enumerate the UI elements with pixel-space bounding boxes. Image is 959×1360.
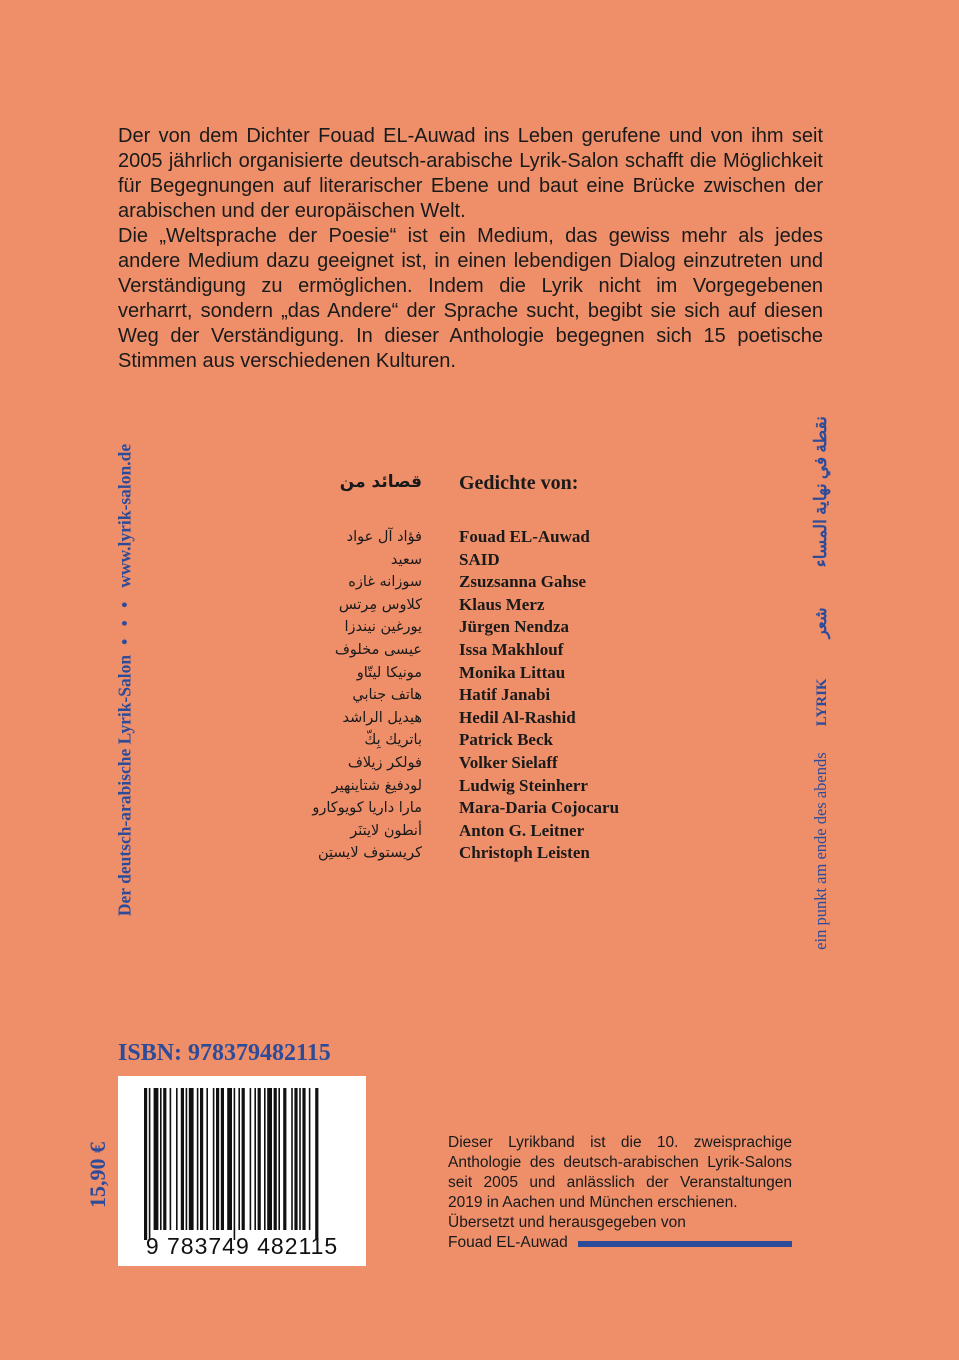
barcode-bar [197, 1088, 199, 1230]
barcode-bar [170, 1088, 172, 1230]
isbn-label: ISBN: 978379482115 [118, 1040, 331, 1066]
poet-list-de [459, 526, 619, 865]
poet-name-ar: مونيكا ليتّاو [356, 664, 422, 681]
barcode-bar [221, 1088, 224, 1230]
genre-de: LYRIK [814, 677, 830, 726]
barcode-bar [283, 1088, 286, 1230]
barcode-digits: 9 783749 482115 [145, 1233, 339, 1259]
barcode-bar [294, 1088, 297, 1230]
spine-right [806, 395, 836, 970]
website-link[interactable]: www.lyrik-salon.de [114, 443, 135, 588]
poet-name-ar: كلاوس مِرتس [338, 596, 422, 613]
poet-name-de: Zsuzsanna Gahse [459, 572, 587, 592]
barcode-bar [160, 1088, 162, 1230]
poet-name-ar: هاتف جنابي [352, 687, 422, 704]
poet-name-de: Fouad EL-Auwad [459, 527, 590, 546]
poet-name-ar: لودفيغ شتاينهير [331, 777, 422, 794]
barcode-bar [278, 1088, 280, 1230]
barcode-bar [302, 1088, 305, 1230]
poet-name-de: Volker Sielaff [459, 752, 558, 772]
barcode-bar [264, 1088, 266, 1230]
price [80, 1130, 116, 1220]
poet-name-ar: سعيد [390, 551, 422, 568]
poet-name-ar: فولكر زيلاف [347, 754, 422, 771]
poets-heading-ar: قصائد من [339, 472, 422, 492]
poet-name-de: Patrick Beck [459, 730, 553, 750]
separator-dots: • • • [114, 597, 135, 645]
poet-name-de: Mara-Daria Cojocaru [459, 798, 620, 818]
poet-name-ar: باتريك بِكّ [364, 732, 422, 749]
poet-name-de: Issa Makhlouf [459, 639, 564, 659]
barcode-bar [176, 1088, 178, 1230]
barcode-bar [291, 1088, 293, 1230]
poet-name-de: Monika Littau [459, 662, 566, 682]
barcode-bar [154, 1088, 159, 1230]
barcode-bar [309, 1088, 311, 1230]
intro-paragraph-2: Die „Weltsprache der Poesie“ ist ein Medium, das gewiss mehr als jedes andere Medium dazu geeignet ist, in einen lebendigen Dialog einzutreten und Verständigung zu ermöglichen. Indem die Lyrik nicht im Vorgegebenen verharrt, sondern „das Andere“ der Sprache sucht, begibt sie sich auf diesen Weg der Verständigung. In dieser Anthologie begegnen sich 15 poetische Stimmen aus verschiedenen Kulturen. [118, 225, 823, 372]
barcode-bar [181, 1088, 184, 1230]
barcode-bar [216, 1088, 219, 1230]
poet-name-de: Ludwig Steinherr [459, 775, 588, 795]
barcode-bar [186, 1088, 188, 1230]
poet-name-ar: أنطون لايتنَر [350, 822, 422, 839]
barcode-bar [299, 1088, 301, 1230]
note-translated-by: Übersetzt und herausgegeben von [448, 1214, 686, 1231]
barcode [118, 1076, 366, 1266]
publication-note [448, 1133, 792, 1253]
intro-paragraph-1: Der von dem Dichter Fouad EL-Auwad ins Leben gerufene und von ihm seit 2005 jährlich organisierte deutsch-arabische Lyrik-Salon schafft die Möglichkeit für Begegnungen auf literarischer Ebene und baut eine Brücke zwischen der arabischen und der europäischen Welt. [118, 125, 823, 222]
barcode-bar [144, 1088, 147, 1240]
poet-name-de: Jürgen Nendza [459, 617, 570, 637]
barcode-bar [234, 1088, 236, 1240]
poet-name-ar: هيديل الراشد [342, 709, 422, 726]
spine-left [110, 400, 140, 960]
blue-rule [578, 1241, 792, 1247]
book-title-ar: نقطة في نهاية المساء [811, 415, 830, 567]
barcode-bar [189, 1088, 194, 1230]
poet-name-ar: كريستوف لايستِن [317, 845, 422, 862]
poet-name-de: Hedil Al-Rashid [459, 707, 576, 727]
poet-name-de: SAID [459, 549, 500, 569]
poet-name-de: Klaus Merz [459, 594, 545, 614]
poets-heading-de: Gedichte von: [459, 472, 579, 494]
poet-name-de: Christoph Leisten [459, 843, 590, 863]
poet-name-ar: عيسى مخلوف [334, 641, 422, 658]
note-text: Dieser Lyrikband ist die 10. zweisprachige Anthologie des deutsch-arabischen Lyrik-Salons seit 2005 und anlässlich der Veranstaltungen 2019 in Aachen und München erschienen. [448, 1134, 792, 1211]
barcode-bar [163, 1088, 166, 1230]
poet-name-ar: مارا داريا كويوكارو [312, 800, 422, 817]
genre-ar: شعر [811, 606, 830, 638]
barcode-bar [149, 1088, 151, 1240]
book-title-de: ein punkt am ende des abends [811, 751, 830, 950]
note-editor: Fouad EL-Auwad [448, 1234, 568, 1251]
barcode-bar [227, 1088, 232, 1230]
poet-name-de: Hatif Janabi [459, 685, 551, 705]
barcode-bar [315, 1088, 318, 1240]
barcode-bar [250, 1088, 252, 1230]
barcode-bar [254, 1088, 256, 1230]
poet-name-ar: فؤاد آل عواد [346, 529, 422, 545]
price-label: 15,90 € [85, 1142, 110, 1208]
poet-name-ar: يورغين نيندزا [344, 619, 422, 636]
barcode-bar [242, 1088, 245, 1230]
barcode-bar [238, 1088, 240, 1230]
intro-text [118, 124, 823, 374]
barcode-bar [200, 1088, 203, 1230]
barcode-bar [213, 1088, 215, 1230]
poet-name-ar: سوزانه غازه [348, 574, 422, 591]
barcode-bar [206, 1088, 208, 1230]
barcode-bar [274, 1088, 277, 1230]
publisher-name: Der deutsch-arabische Lyrik-Salon [114, 654, 135, 917]
poet-name-de: Anton G. Leitner [459, 820, 585, 840]
barcode-bar [258, 1088, 261, 1230]
barcode-bar [267, 1088, 272, 1230]
poet-list-ar [312, 526, 422, 865]
